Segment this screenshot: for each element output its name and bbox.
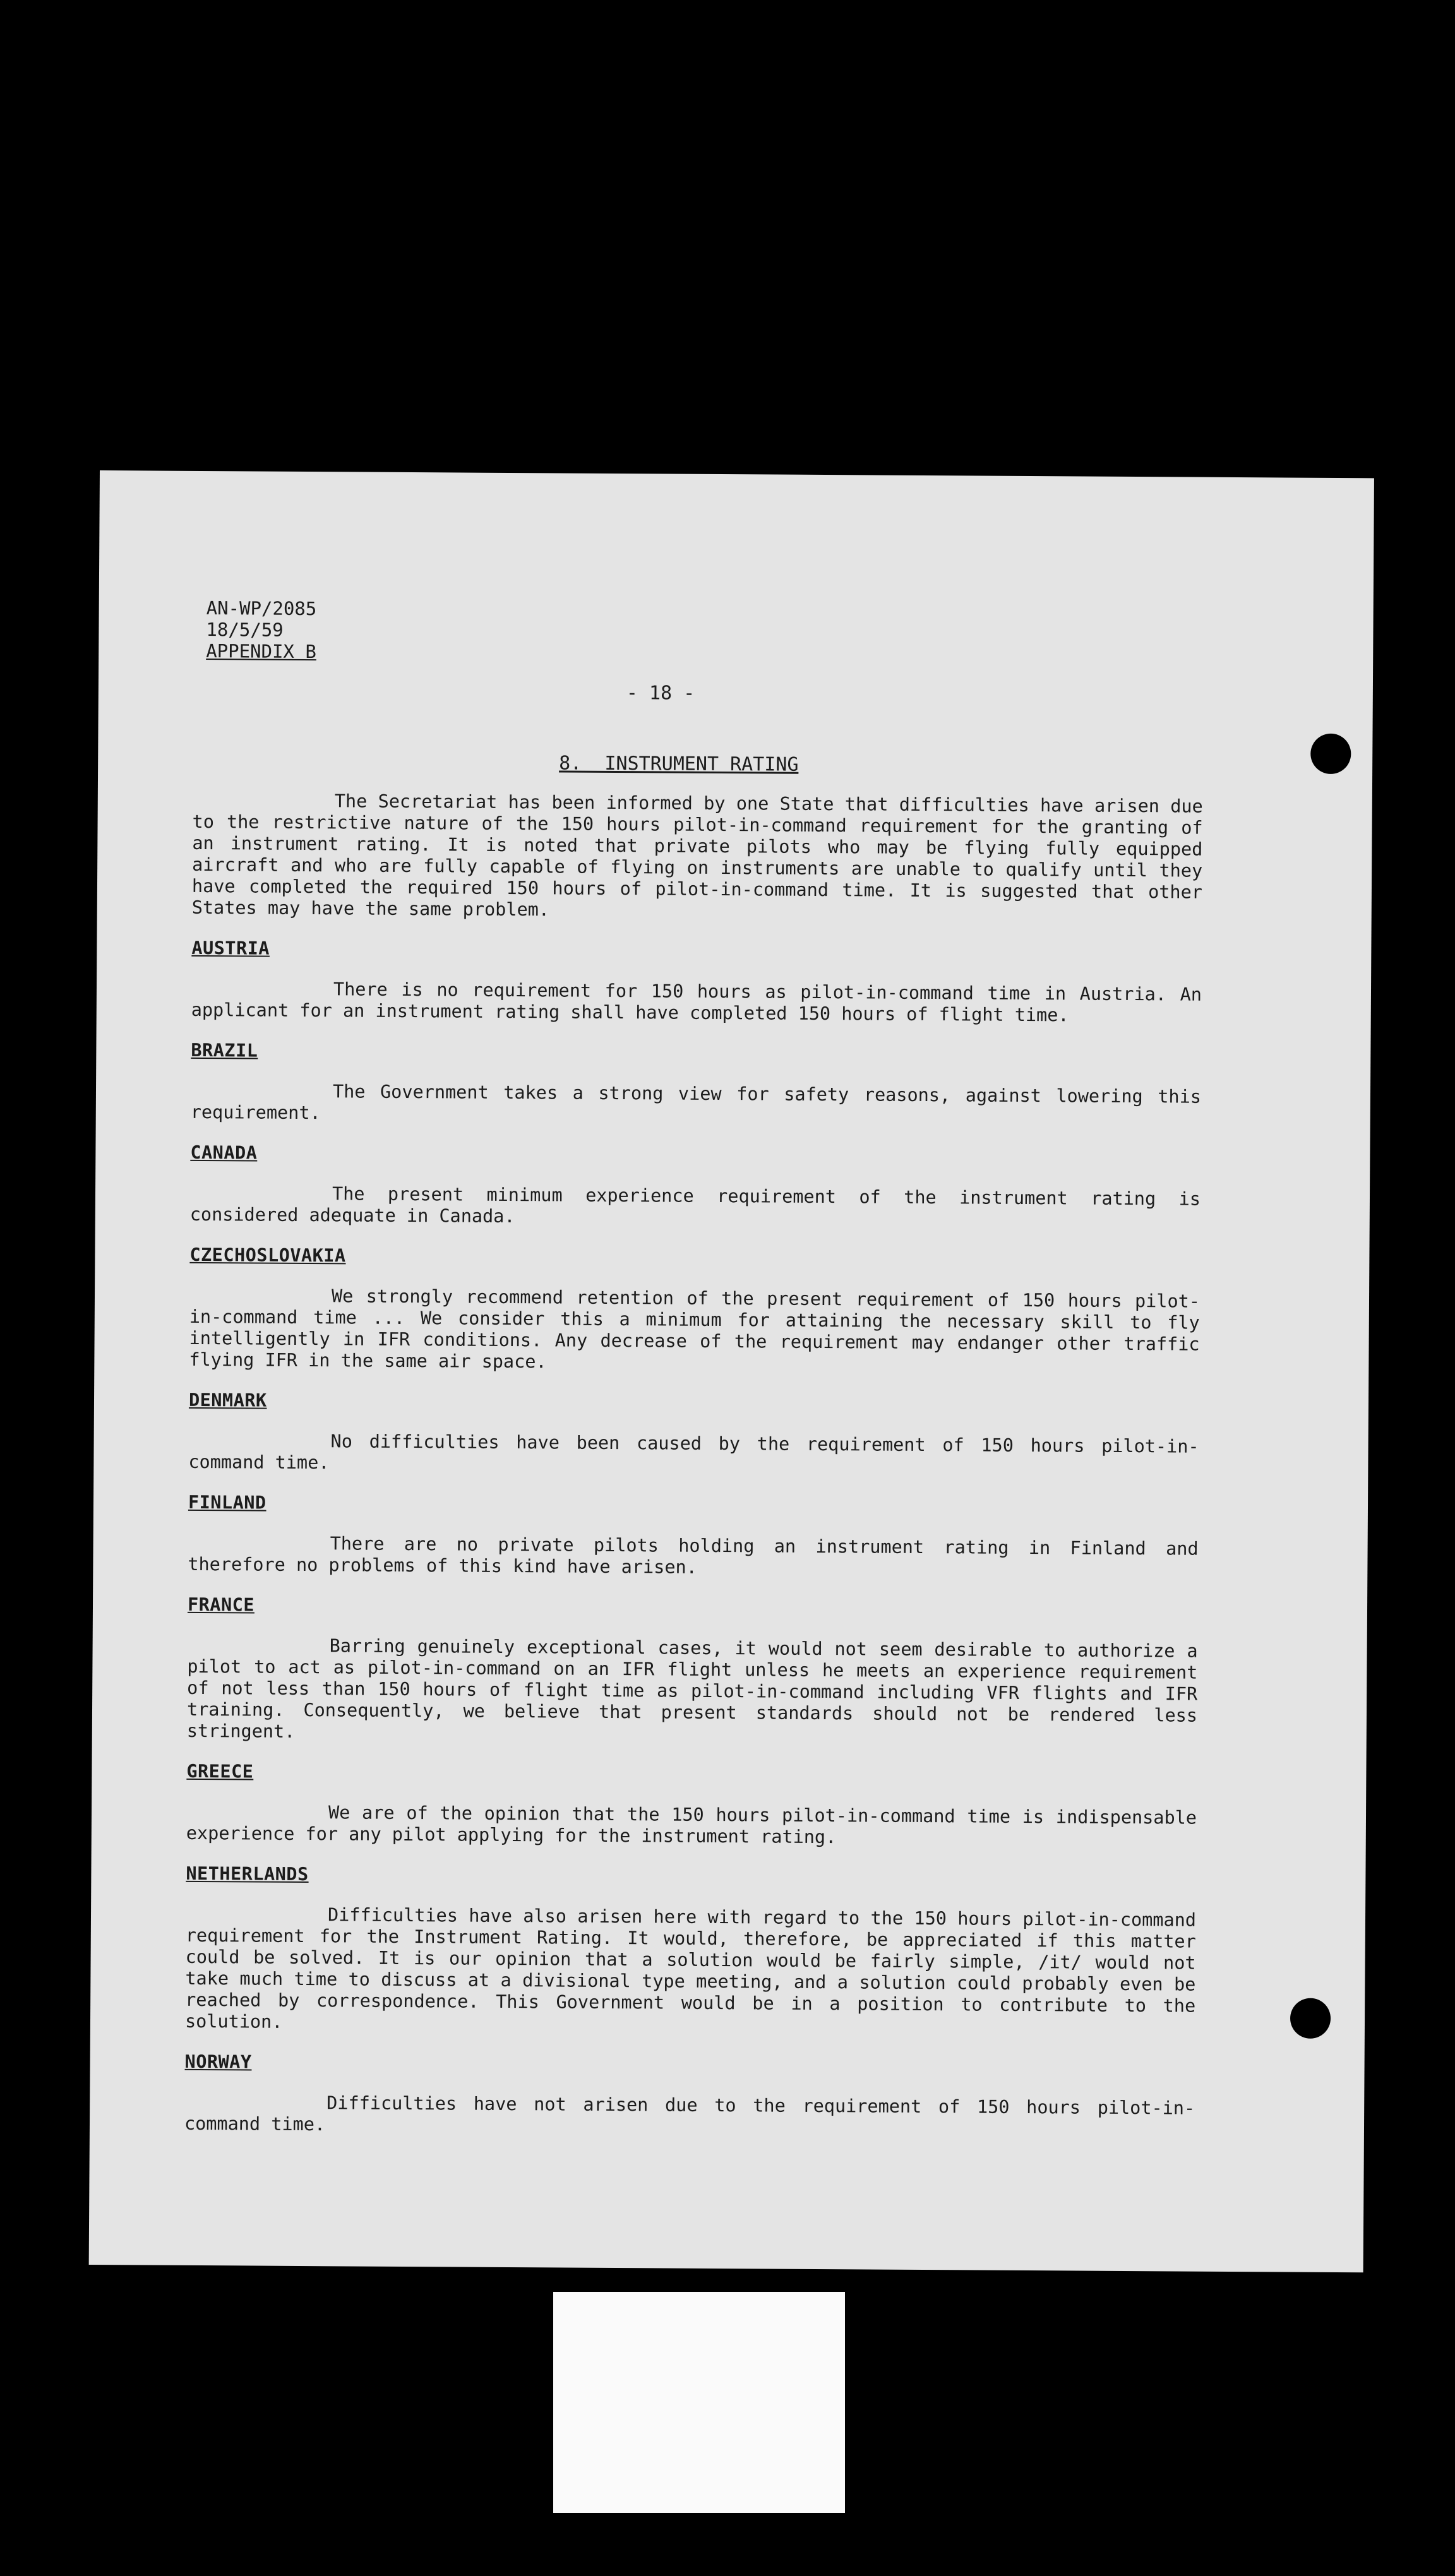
country-paragraph: The Government takes a strong view for safety reasons, against lowering this requirement. (190, 1081, 1202, 1124)
doc-reference: AN-WP/2085 (206, 597, 317, 620)
country-paragraph: We are of the opinion that the 150 hours pilot-in-command time is indispensable experience for any pilot applying for the instrument rating. (186, 1802, 1197, 1848)
country-paragraph: There is no requirement for 150 hours as pilot-in-command time in Austria. An applicant for an instrument rating shall have completed 150 hours of flight time. (191, 979, 1202, 1026)
country-paragraph: There are no private pilots holding an instrument rating in Finland and therefore no problems of this kind have arisen. (188, 1533, 1199, 1578)
punch-hole (1310, 734, 1351, 774)
country-heading: FRANCE (187, 1594, 255, 1616)
country-heading: FINLAND (188, 1491, 266, 1513)
country-paragraph: Barring genuinely exceptional cases, it would not seem desirable to authorize a pilot to act as pilot-in-command on an IFR flight unless he meets an experience requirement of not less than 150 hours of flight time as pilot-in-command including VFR flights and IFR training. Consequently, we believe that present standards should not be rendered less stringent. (186, 1635, 1198, 1742)
blank-card (553, 2292, 845, 2513)
country-heading: NORWAY (184, 2051, 252, 2073)
intro-paragraph: The Secretariat has been informed by one State that difficulties have arisen due to the restrictive nature of the 150 hours pilot-in-command requirement for the granting of an instrument rating. It is noted that private pilots who may be flying fully equipped aircraft and who are fully capable of flying on instruments are unable to qualify until they have completed the required 150 hours of pilot-in-command time. It is suggested that other States may have the same problem. (191, 790, 1203, 921)
punch-hole (1290, 1998, 1331, 2039)
country-heading: DENMARK (188, 1389, 267, 1411)
document-header (206, 597, 316, 662)
country-heading: CANADA (190, 1142, 258, 1164)
document-body (184, 790, 1203, 2160)
country-heading: NETHERLANDS (186, 1863, 309, 1885)
country-heading: BRAZIL (191, 1039, 258, 1061)
document-page (89, 470, 1374, 2272)
country-heading: GREECE (186, 1760, 254, 1782)
country-heading: CZECHOSLOVAKIA (189, 1244, 346, 1267)
country-paragraph: No difficulties have been caused by the requirement of 150 hours pilot-in-command time. (188, 1431, 1199, 1474)
country-paragraph: Difficulties have also arisen here with regard to the 150 hours pilot-in-command requirement for the Instrument Rating. It would, therefore, be appreciated if this matter could be solved. It is our opinion that a solution would be fairly simple, /it/ would not take much time to discuss at a divisional type meeting, and a solution could probably even be reached by correspondence. This Government would be in a position to contribute to the solution. (184, 1904, 1197, 2032)
doc-date: 18/5/59 (206, 619, 284, 641)
country-paragraph: The present minimum experience requirement of the instrument rating is considered adequate in Canada. (189, 1183, 1201, 1227)
page-number: - 18 - (626, 682, 695, 705)
appendix-label: APPENDIX B (206, 640, 316, 663)
country-paragraph: Difficulties have not arisen due to the requirement of 150 hours pilot-in-command time. (184, 2092, 1195, 2135)
section-title: 8. INSTRUMENT RATING (559, 752, 799, 776)
country-heading: AUSTRIA (191, 937, 270, 959)
country-paragraph: We strongly recommend retention of the present requirement of 150 hours pilot-in-command time ... We consider this a minimum for attaining the necessary skill to fly intelligently in IFR conditions. Any decrease of the requirement may endanger other traffic flying IFR in the same air space. (189, 1285, 1201, 1373)
